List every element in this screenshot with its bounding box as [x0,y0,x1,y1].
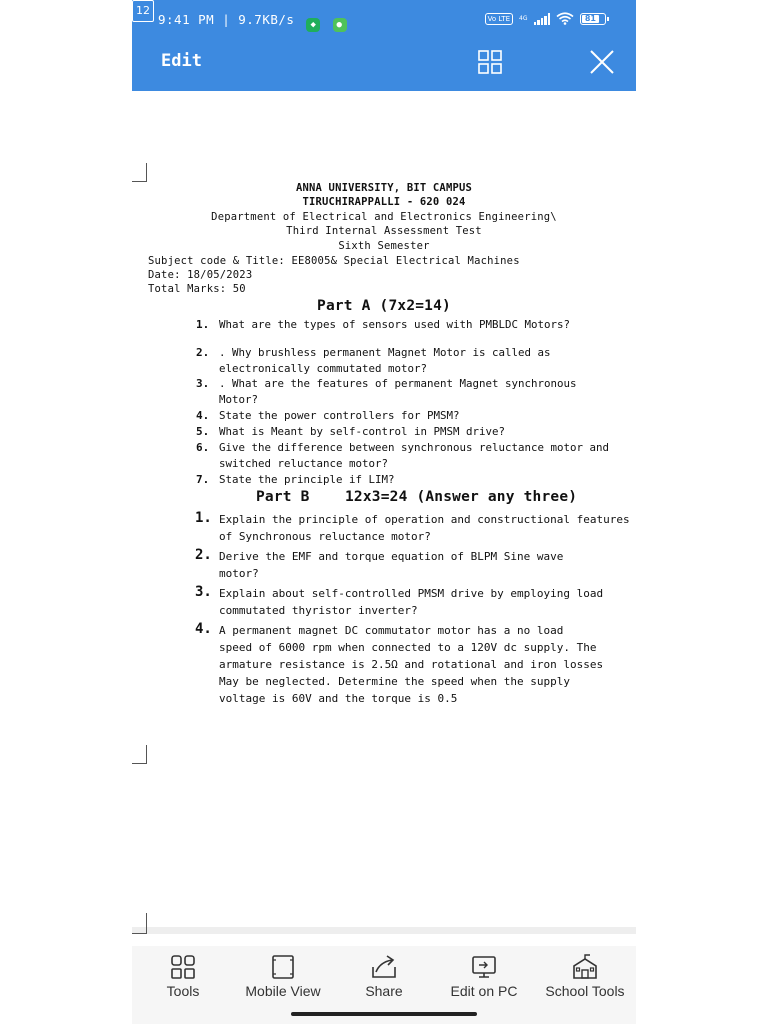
question-line: Explain the principle of operation and constructional features [219,513,630,526]
app-header [132,0,636,91]
question-number: 1. [196,318,210,331]
question-text [219,472,395,488]
question-line: of Synchronous reluctance motor? [219,530,431,543]
volte-icon: Vo LTE [485,13,513,25]
question-line: speed of 6000 rpm when connected to a 120V dc supply. The [219,641,597,654]
question-line: Give the difference between synchronous reluctance motor and [219,441,610,454]
question-line: A permanent magnet DC commutator motor has a no load [219,624,564,637]
question-line: electronically commutated motor? [219,362,428,375]
mobile-view-button[interactable] [233,946,333,1006]
question-number: 4. [195,621,212,637]
status-bar [158,12,347,32]
tools-button[interactable] [133,946,233,1006]
question-line: Explain about self-controlled PMSM drive by employing load [219,587,604,600]
share-icon [370,954,398,980]
school-tools-button[interactable] [535,946,635,1006]
question-line: What is Meant by self-control in PMSM drive? [219,425,506,438]
university-location: TIRUCHIRAPPALLI - 620 024 [302,196,466,208]
question-text [219,376,577,408]
part-a-title: Part A (7x2=14) [317,298,451,314]
edit-on-pc-label: Edit on PC [450,983,518,999]
question-line: . Why brushless permanent Magnet Motor is called as [219,346,551,359]
question-line: Motor? [219,393,259,406]
network-type-label: 4G [519,15,528,22]
question-line: commutated thyristor inverter? [219,604,418,617]
tools-label: Tools [166,983,200,999]
question-line: switched reluctance motor? [219,457,389,470]
question-line: Derive the EMF and torque equation of BLPM Sine wave [219,550,564,563]
question-number: 3. [196,377,210,390]
question-number: 2. [195,547,212,563]
question-line: May be neglected. Determine the speed when the supply [219,675,570,688]
page-count-button[interactable]: 12 [132,0,154,22]
part-b-marks: 12x3=24 (Answer any three) [345,489,578,505]
question-number: 6. [196,441,210,454]
mobile-view-label: Mobile View [245,983,321,999]
question-line: armature resistance is 2.5Ω and rotational and iron losses [219,658,604,671]
question-text [219,585,603,619]
app-notification-icon: ● [333,18,347,32]
battery-icon [580,13,606,25]
school-tools-icon [571,954,599,980]
share-button[interactable] [334,946,434,1006]
semester: Sixth Semester [338,240,430,252]
university-name: ANNA UNIVERSITY, BIT CAMPUS [295,182,473,194]
vpn-shield-icon: ◆ [306,18,320,32]
question-number: 1. [195,510,212,526]
signal-icon [534,13,551,25]
document-view[interactable] [132,91,636,946]
wifi-icon [556,12,574,25]
page-corner-mark [132,913,147,934]
page-corner-mark [132,163,147,182]
question-line: State the principle if LIM? [219,473,395,486]
close-icon[interactable] [589,49,615,75]
edit-button[interactable]: Edit [161,51,202,71]
tools-icon [170,954,196,980]
status-right [485,12,606,25]
question-line: motor? [219,567,259,580]
phone-screen [132,0,636,1024]
department-name: Department of Electrical and Electronics Engineering\ [211,211,557,223]
school-tools-label: School Tools [545,983,625,999]
page-corner-mark [132,745,147,764]
question-line: . What are the features of permanent Magnet synchronous [219,377,577,390]
edit-on-pc-icon [470,954,498,980]
question-text [219,424,505,440]
question-text [219,345,551,377]
part-b-title: Part B [256,489,310,505]
question-number: 2. [196,346,210,359]
question-number: 4. [196,409,210,422]
share-label: Share [365,983,403,999]
page-divider [132,927,636,934]
question-line: State the power controllers for PMSM? [219,409,460,422]
question-line: voltage is 60V and the torque is 0.5 [219,692,458,705]
question-text [219,408,460,424]
question-text [219,440,609,472]
edit-on-pc-button[interactable] [434,946,534,1006]
home-indicator[interactable] [291,1012,477,1016]
test-name: Third Internal Assessment Test [286,225,482,237]
question-number: 5. [196,425,210,438]
date-line: Date: 18/05/2023 [148,269,253,281]
question-text [219,548,563,582]
battery-level: 81 [582,15,599,23]
mobile-view-icon [271,954,295,980]
question-line: What are the types of sensors used with PMBLDC Motors? [219,318,571,331]
question-number: 7. [196,473,210,486]
question-text [219,622,603,707]
question-number: 3. [195,584,212,600]
grid-view-icon[interactable] [477,49,503,75]
question-text [219,511,630,545]
subject-line: Subject code & Title: EE8005& Special Electrical Machines [148,255,520,267]
status-time-speed: 9:41 PM | 9.7KB/s [158,12,295,27]
question-text [219,317,570,333]
total-marks-line: Total Marks: 50 [148,283,246,295]
